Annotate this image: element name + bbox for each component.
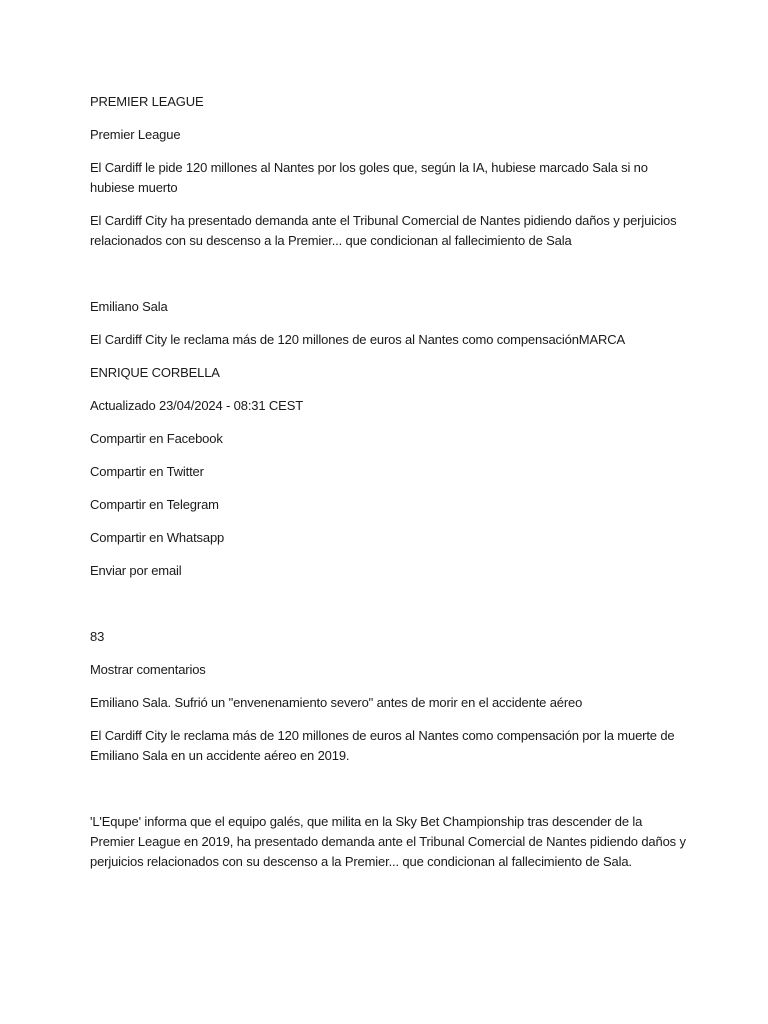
- document-page: [90, 92, 690, 872]
- subheadline: El Cardiff City ha presentado demanda ante el Tribunal Comercial de Nantes pidiendo daños y perjuicios relacionados con su descenso a la Premier... que condicionan al fallecimiento de Sala: [90, 213, 677, 248]
- share-whatsapp-link[interactable]: Compartir en Whatsapp: [90, 530, 225, 545]
- share-telegram-link[interactable]: Compartir en Telegram: [90, 497, 219, 512]
- body-paragraph-1: El Cardiff City le reclama más de 120 millones de euros al Nantes como compensación por la muerte de Emiliano Sala en un accidente aéreo en 2019.: [90, 728, 675, 763]
- share-twitter-link[interactable]: Compartir en Twitter: [90, 464, 204, 479]
- section-label: Premier League: [90, 127, 181, 142]
- author: ENRIQUE CORBELLA: [90, 365, 220, 380]
- section-label-upper: PREMIER LEAGUE: [90, 94, 204, 109]
- tag-link[interactable]: Emiliano Sala: [90, 299, 168, 314]
- share-email-link[interactable]: Enviar por email: [90, 563, 182, 578]
- body-paragraph-2: 'L'Equpe' informa que el equipo galés, que milita en la Sky Bet Championship tras descender de la Premier League en 2019, ha presentado demanda ante el Tribunal Comercial de Nantes pidiendo daños y perjuicios relacionados con su descenso a la Premier... que condicionan al fallecimiento de Sala.: [90, 814, 686, 869]
- image-caption: El Cardiff City le reclama más de 120 millones de euros al Nantes como compensaciónMARCA: [90, 332, 625, 347]
- show-comments-link[interactable]: Mostrar comentarios: [90, 662, 206, 677]
- updated-timestamp: Actualizado 23/04/2024 - 08:31 CEST: [90, 398, 304, 413]
- related-article-link[interactable]: Emiliano Sala. Sufrió un "envenenamiento severo" antes de morir en el accidente aéreo: [90, 695, 583, 710]
- headline: El Cardiff le pide 120 millones al Nantes por los goles que, según la IA, hubiese marcado Sala si no hubiese muerto: [90, 160, 648, 195]
- comments-count: 83: [90, 629, 105, 644]
- share-facebook-link[interactable]: Compartir en Facebook: [90, 431, 223, 446]
